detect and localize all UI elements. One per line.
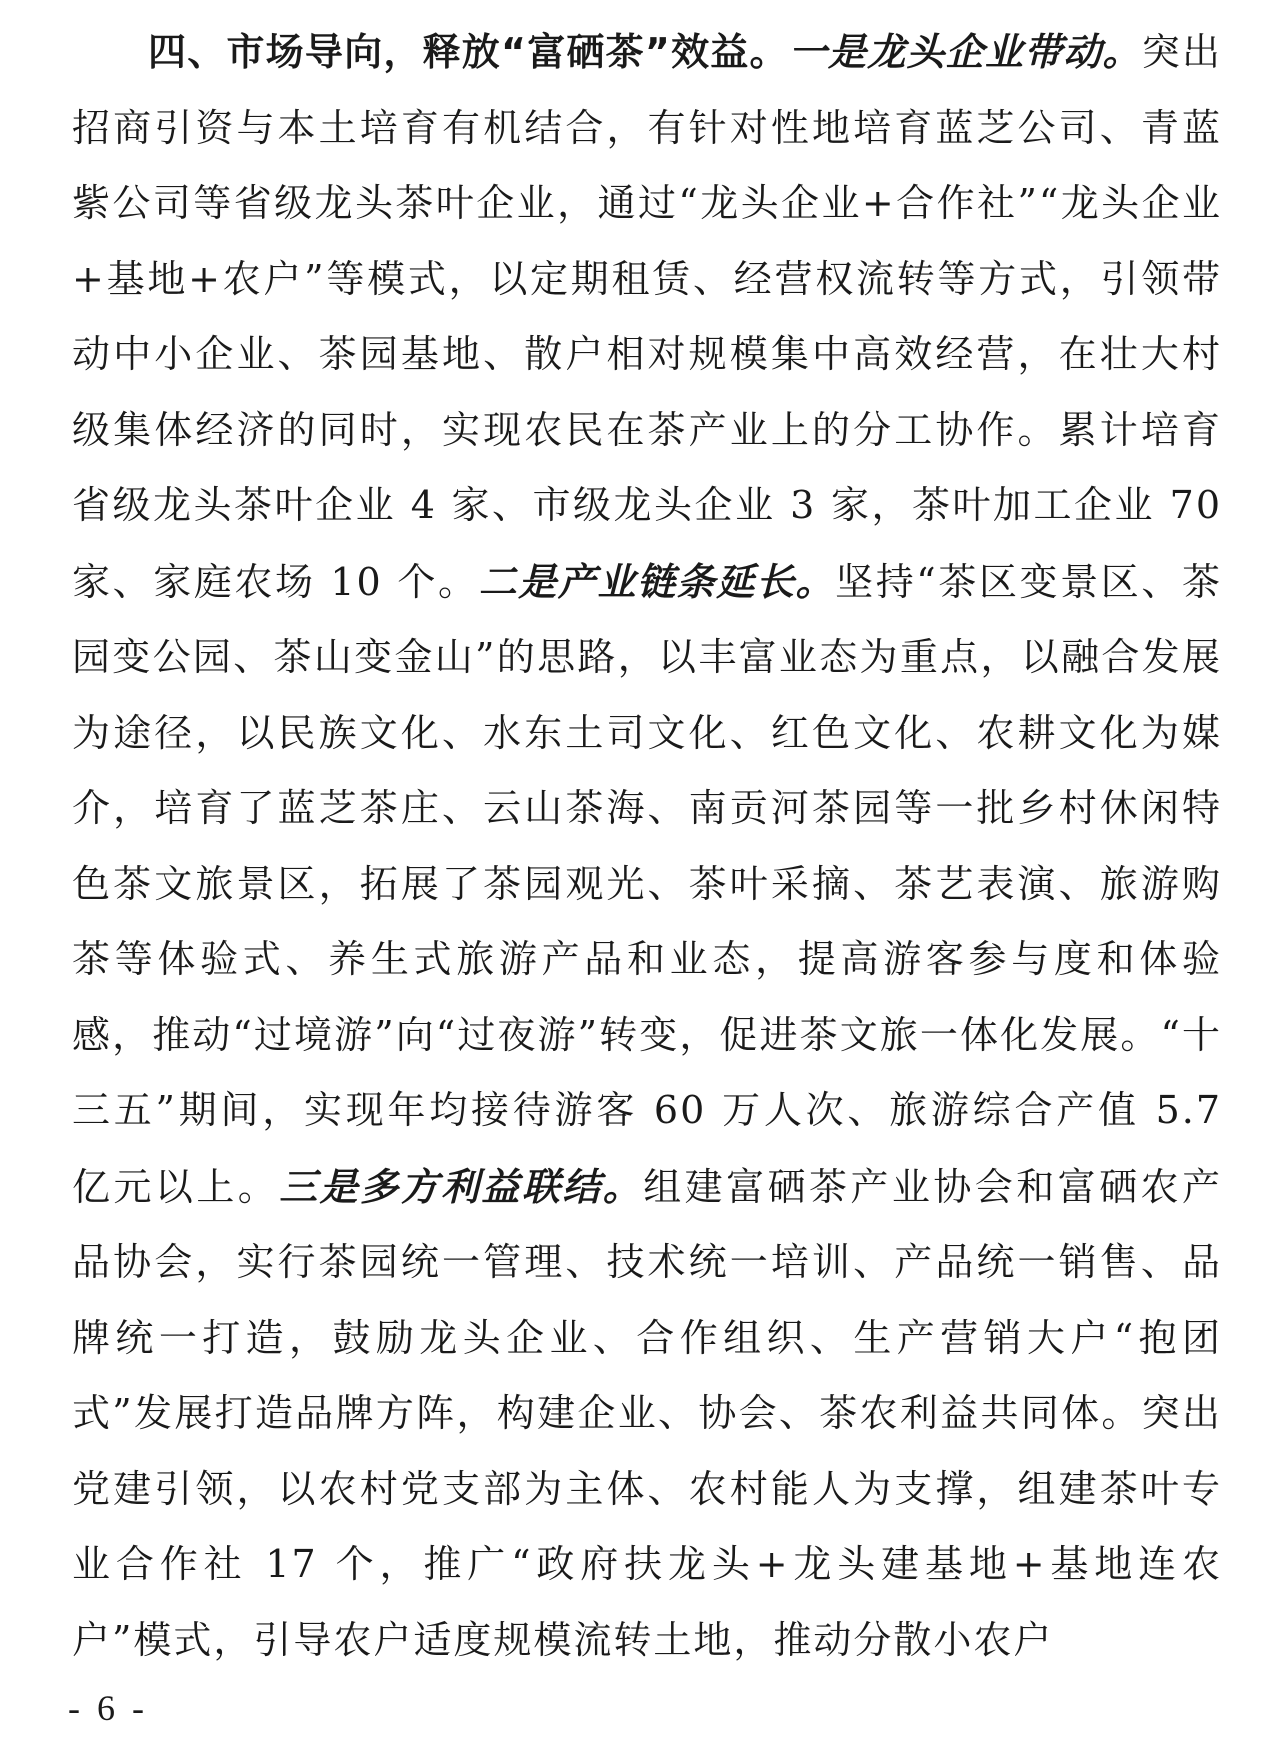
point-three-body: 组建富硒茶产业协会和富硒农产品协会，实行茶园统一管理、技术统一培训、产品统一销售、品牌统一打造，鼓励龙头企业、合作组织、生产营销大户“抱团式”发展打造品牌方阵，构建企业、协会、茶农利益共同体。突出党建引领，以农村党支部为主体、农村能人为支撑，组建茶叶专业合作社 17 个，推广“政府扶龙头+龙头建基地+基地连农户”模式，引导农户适度规模流转土地，推动分散小农户 — [72, 1164, 1222, 1662]
point-two-body: 坚持“茶区变景区、茶园变公园、茶山变金山”的思路，以丰富业态为重点，以融合发展为途径，以民族文化、水东土司文化、红色文化、农耕文化为媒介，培育了蓝芝茶庄、云山茶海、南贡河茶园等一批乡村休闲特色茶文旅景区，拓展了茶园观光、茶叶采摘、茶艺表演、旅游购茶等体验式、养生式旅游产品和业态，提高游客参与度和体验感，推动“过境游”向“过夜游”转变，促进茶文旅一体化发展。“十三五”期间，实现年均接待游客 60 万人次、旅游综合产值 5.7 亿元以上。 — [72, 559, 1222, 1209]
point-three-lead: 三是多方利益联结。 — [279, 1163, 644, 1209]
page-number: - 6 - — [68, 1688, 148, 1728]
body-paragraph — [72, 14, 1222, 1678]
point-one-body: 突出招商引资与本土培育有机结合，有针对性地培育蓝芝公司、青蓝紫公司等省级龙头茶叶企业，通过“龙头企业+合作社”“龙头企业+基地+农户”等模式，以定期租赁、经营权流转等方式，引领带动中小企业、茶园基地、散户相对规模集中高效经营，在壮大村级集体经济的同时，实现农民在茶产业上的分工协作。累计培育省级龙头茶叶企业 4 家、市级龙头企业 3 家，茶叶加工企业 70 家、家庭农场 10 个。 — [72, 30, 1222, 604]
point-two-lead: 二是产业链条延长。 — [478, 558, 836, 604]
point-one-lead: 一是龙头企业带动。 — [788, 29, 1142, 74]
section-heading: 四、市场导向，释放“富硒茶”效益。 — [148, 30, 789, 74]
